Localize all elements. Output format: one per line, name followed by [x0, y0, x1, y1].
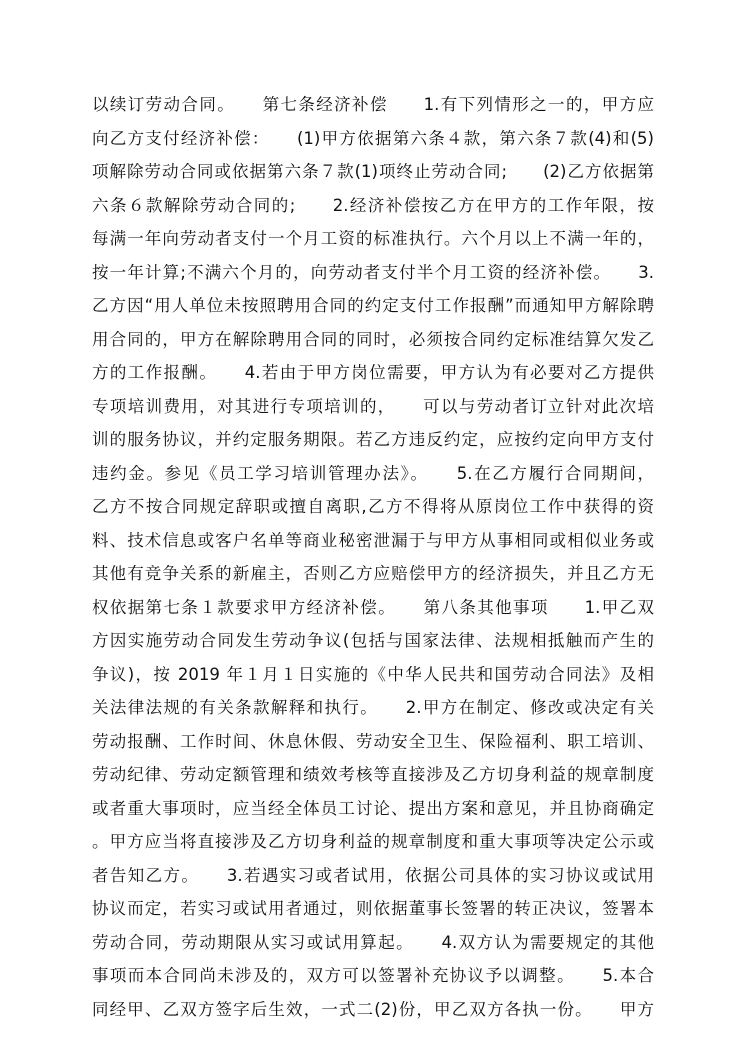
- text-line-22: 或者重大事项时，应当经全体员工讨论、提出方案和意见，并且协商确定: [92, 798, 654, 818]
- text-line-10: 专项培训费用，对其进行专项培训的， 可以与劳动者订立针对此次培: [92, 396, 654, 416]
- text-line-16: 权依据第七条１款要求甲方经济补偿。 第八条其他事项 1.甲乙双: [92, 597, 654, 617]
- text-line-05: 每满一年向劳动者支付一个月工资的标准执行。六个月以上不满一年的，: [92, 229, 654, 248]
- text-line-08: 用合同的，甲方在解除聘用合同的同时，必须按合同约定标准结算欠发乙: [92, 329, 654, 349]
- text-line-07: 乙方因“用人单位未按照聘用合同的约定支付工作报酬”而通知甲方解除聘: [92, 296, 654, 315]
- text-line-17: 方因实施劳动合同发生劳动争议(包括与国家法律、法规相抵触而产生的: [92, 631, 654, 650]
- text-line-15: 其他有竞争关系的新雇主，否则乙方应赔偿甲方的经济损失，并且乙方无: [92, 564, 654, 583]
- document-body: [92, 88, 654, 1026]
- text-line-03: 项解除劳动合同或依据第六条７款(1)项终止劳动合同; (2)乙方依据第: [92, 162, 654, 181]
- text-line-06: 按一年计算;不满六个月的，向劳动者支付半个月工资的经济补偿。 3.: [92, 262, 654, 282]
- text-line-28: 同经甲、乙双方签字后生效，一式二(2)份，甲乙双方各执一份。 甲方: [92, 999, 654, 1019]
- text-line-11: 训的服务协议，并约定服务期限。若乙方违反约定，应按约定向甲方支付: [92, 430, 654, 449]
- text-line-13: 乙方不按合同规定辞职或擅自离职,乙方不得将从原岗位工作中获得的资: [92, 497, 654, 516]
- text-line-04: 六条６款解除劳动合同的; 2.经济补偿按乙方在甲方的工作年限，按: [92, 195, 654, 215]
- text-line-14: 料、技术信息或客户名单等商业秘密泄漏于与甲方从事相同或相似业务或: [92, 530, 654, 550]
- text-line-18: 争议)，按 2019 年１月１日实施的《中华人民共和国劳动合同法》及相: [92, 664, 654, 684]
- text-line-19: 关法律法规的有关条款解释和执行。 2.甲方在制定、修改或决定有关: [92, 698, 654, 717]
- text-line-25: 协议而定，若实习或试用者通过，则依据董事长签署的转正决议，签署本: [92, 899, 654, 918]
- text-line-24: 者告知乙方。 3.若遇实习或者试用，依据公司具体的实习协议或试用: [92, 865, 654, 885]
- text-line-01: 以续订劳动合同。 第七条经济补偿 1.有下列情形之一的，甲方应: [92, 95, 654, 114]
- text-line-21: 劳动纪律、劳动定额管理和绩效考核等直接涉及乙方切身利益的规章制度: [92, 765, 654, 784]
- text-line-23: 。甲方应当将直接涉及乙方切身利益的规章制度和重大事项等决定公示或: [92, 832, 654, 851]
- text-line-26: 劳动合同，劳动期限从实习或试用算起。 4.双方认为需要规定的其他: [92, 932, 654, 952]
- text-line-20: 劳动报酬、工作时间、休息休假、劳动安全卫生、保险福利、职工培训、: [92, 731, 654, 751]
- text-line-02: 向乙方支付经济补偿： (1)甲方依据第六条４款，第六条７款(4)和(5): [92, 128, 654, 148]
- text-line-09: 方的工作报酬。 4.若由于甲方岗位需要，甲方认为有必要对乙方提供: [92, 363, 654, 382]
- text-line-12: 违约金。参见《员工学习培训管理办法》。 5.在乙方履行合同期间，: [92, 463, 654, 483]
- text-line-27: 事项而本合同尚未涉及的，双方可以签署补充协议予以调整。 5.本合: [92, 966, 654, 985]
